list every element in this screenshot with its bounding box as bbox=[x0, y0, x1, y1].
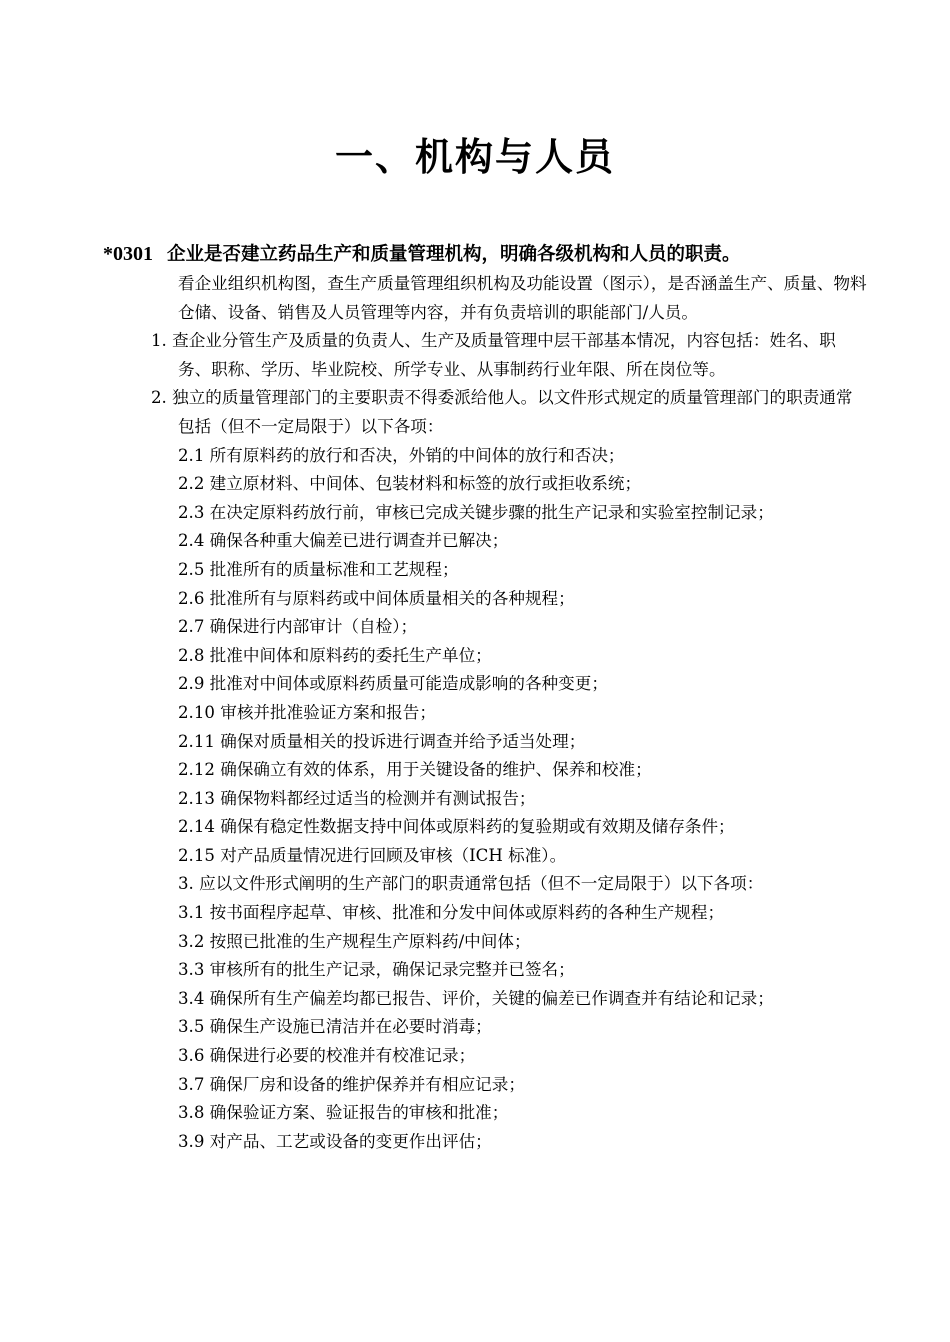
intro-paragraph: 看企业组织机构图，查生产质量管理组织机构及功能设置（图示），是否涵盖生产、质量、物料仓储、设备、销售及人员管理等内容，并有负责培训的职能部门/人员。 bbox=[178, 274, 867, 322]
list-lines bbox=[178, 442, 868, 1157]
list-line: 3.2 按照已批准的生产规程生产原料药/中间体； bbox=[178, 931, 531, 951]
list-line: 2.13 确保物料都经过适当的检测并有测试报告； bbox=[178, 788, 536, 808]
list-line: 3.9 对产品、工艺或设备的变更作出评估； bbox=[178, 1131, 492, 1151]
section-code: *0301 bbox=[103, 243, 153, 265]
list-item: 2. 独立的质量管理部门的主要职责不得委派给他人。以文件形式规定的质量管理部门的职责通常包括（但不一定局限于）以下各项： bbox=[151, 388, 853, 436]
page-title: 一、机构与人员 bbox=[334, 135, 615, 179]
list-line: 2.3 在决定原料药放行前，审核已完成关键步骤的批生产记录和实验室控制记录； bbox=[178, 502, 774, 522]
list-line: 2.12 确保确立有效的体系，用于关键设备的维护、保养和校准； bbox=[178, 760, 652, 780]
list-line: 2.8 批准中间体和原料药的委托生产单位； bbox=[178, 645, 492, 665]
list-line: 2.15 对产品质量情况进行回顾及审核（ICH 标准）。 bbox=[178, 845, 567, 865]
list-line: 2.10 审核并批准验证方案和报告； bbox=[178, 702, 436, 722]
list-line: 3.3 审核所有的批生产记录，确保记录完整并已签名； bbox=[178, 960, 575, 980]
list-line: 2.7 确保进行内部审计（自检）； bbox=[178, 617, 418, 637]
list-line: 3.1 按书面程序起草、审核、批准和分发中间体或原料药的各种生产规程； bbox=[178, 903, 725, 923]
list-line: 2.2 建立原材料、中间体、包装材料和标签的放行或拒收系统； bbox=[178, 474, 642, 494]
list-line: 3.8 确保验证方案、验证报告的审核和批准； bbox=[178, 1103, 509, 1123]
list-line: 2.14 确保有稳定性数据支持中间体或原料药的复验期或有效期及储存条件； bbox=[178, 817, 735, 837]
list-line: 2.6 批准所有与原料药或中间体质量相关的各种规程； bbox=[178, 588, 575, 608]
section-heading bbox=[103, 240, 923, 269]
list-line: 3. 应以文件形式阐明的生产部门的职责通常包括（但不一定局限于）以下各项： bbox=[178, 874, 764, 894]
list-line: 3.5 确保生产设施已清洁并在必要时消毒； bbox=[178, 1017, 492, 1037]
section-heading-text: 企业是否建立药品生产和质量管理机构，明确各级机构和人员的职责。 bbox=[167, 244, 741, 265]
list-line: 2.4 确保各种重大偏差已进行调查并已解决； bbox=[178, 531, 509, 551]
section-body bbox=[151, 270, 868, 1156]
list-line: 2.1 所有原料药的放行和否决，外销的中间体的放行和否决； bbox=[178, 445, 625, 465]
list-line: 3.7 确保厂房和设备的维护保养并有相应记录； bbox=[178, 1074, 525, 1094]
list-line: 3.6 确保进行必要的校准并有校准记录； bbox=[178, 1046, 476, 1066]
list-line: 3.4 确保所有生产偏差均都已报告、评价，关键的偏差已作调查并有结论和记录； bbox=[178, 988, 774, 1008]
list-line: 2.5 批准所有的质量标准和工艺规程； bbox=[178, 559, 459, 579]
list-item: 1. 查企业分管生产及质量的负责人、生产及质量管理中层干部基本情况，内容包括：姓名、职务、职称、学历、毕业院校、所学专业、从事制药行业年限、所在岗位等。 bbox=[151, 331, 836, 379]
list-line: 2.9 批准对中间体或原料药质量可能造成影响的各种变更； bbox=[178, 674, 608, 694]
list-line: 2.11 确保对质量相关的投诉进行调查并给予适当处理； bbox=[178, 731, 586, 751]
